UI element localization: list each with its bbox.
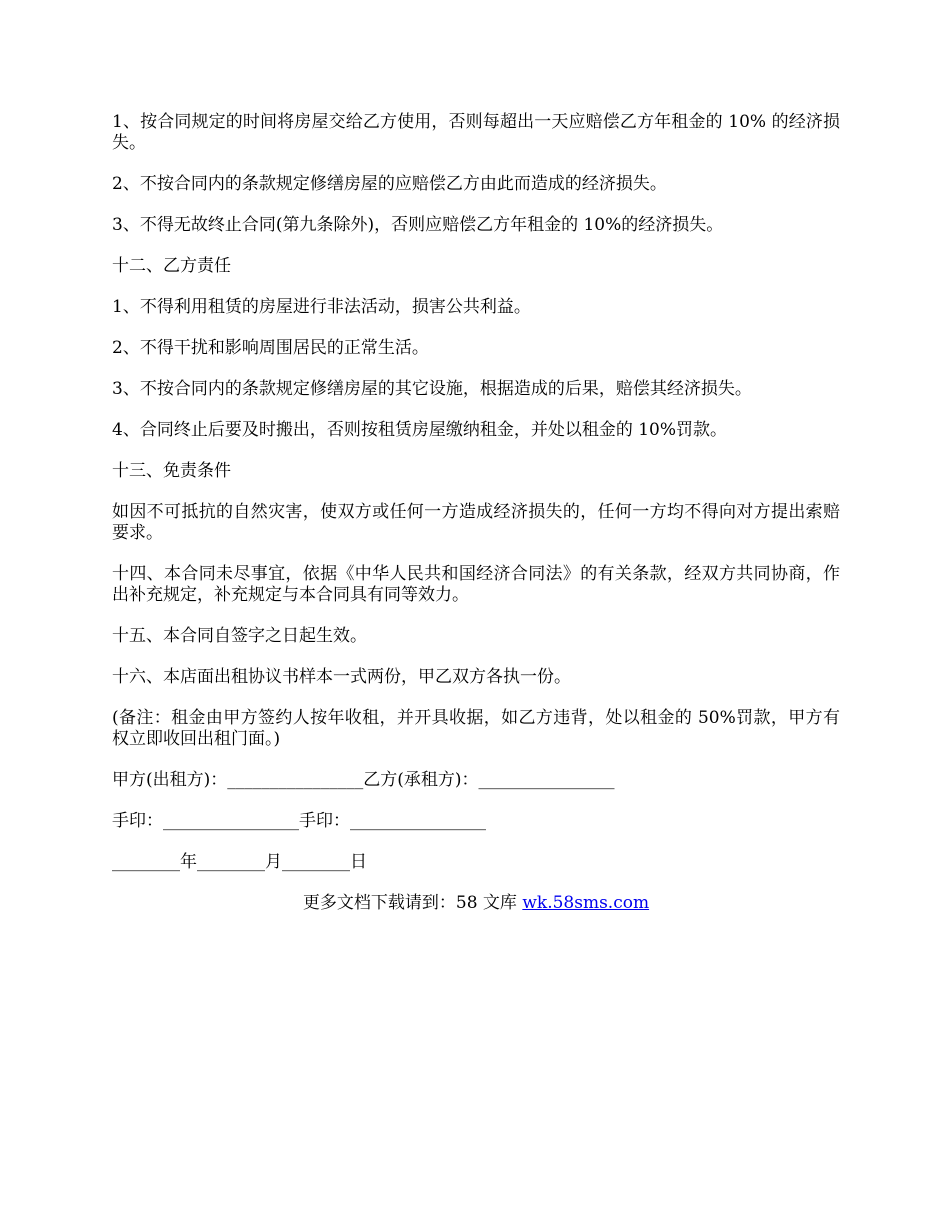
clause-landlord-1: 1、按合同规定的时间将房屋交给乙方使用，否则每超出一天应赔偿乙方年租金的 10% 的经济损失。 <box>112 112 840 153</box>
clause-tenant-3: 3、不按合同内的条款规定修缮房屋的其它设施，根据造成的后果，赔偿其经济损失。 <box>112 379 752 399</box>
signature-parties-line: 甲方(出租方)：________________乙方(承租方)：________________ <box>112 770 615 790</box>
signature-date-line: ________年________月________日 <box>112 852 367 872</box>
clause-tenant-4: 4、合同终止后要及时搬出，否则按租赁房屋缴纳租金，并处以租金的 10%罚款。 <box>112 420 728 440</box>
clause-fourteen: 十四、本合同未尽事宜，依据《中华人民共和国经济合同法》的有关条款，经双方共同协商，作出补充规定，补充规定与本合同具有同等效力。 <box>112 564 840 605</box>
clause-landlord-2: 2、不按合同内的条款规定修缮房屋的应赔偿乙方由此而造成的经济损失。 <box>112 174 667 194</box>
clause-fifteen: 十五、本合同自签字之日起生效。 <box>112 626 367 646</box>
section-heading-tenant-duties: 十二、乙方责任 <box>112 256 231 276</box>
clause-exemption: 如因不可抵抗的自然灾害，使双方或任何一方造成经济损失的，任何一方均不得向对方提出索赔要求。 <box>112 502 840 543</box>
clause-sixteen: 十六、本店面出租协议书样本一式两份，甲乙双方各执一份。 <box>112 667 571 687</box>
footer-site-link[interactable]: wk.58sms.com <box>522 893 650 913</box>
footer-prefix-text: 更多文档下载请到：58 文库 <box>302 893 523 913</box>
download-footer <box>112 893 840 914</box>
document-page <box>112 112 840 914</box>
clause-landlord-3: 3、不得无故终止合同(第九条除外)，否则应赔偿乙方年租金的 10%的经济损失。 <box>112 215 724 235</box>
signature-handprint-line: 手印：________________手印：________________ <box>112 811 486 831</box>
clause-tenant-2: 2、不得干扰和影响周围居民的正常生活。 <box>112 338 429 358</box>
clause-tenant-1: 1、不得利用租赁的房屋进行非法活动，损害公共利益。 <box>112 297 531 317</box>
remark-note: (备注：租金由甲方签约人按年收租，并开具收据，如乙方违背，处以租金的 50%罚款，甲方有权立即收回出租门面。) <box>112 708 840 749</box>
section-heading-exemption: 十三、免责条件 <box>112 461 231 481</box>
